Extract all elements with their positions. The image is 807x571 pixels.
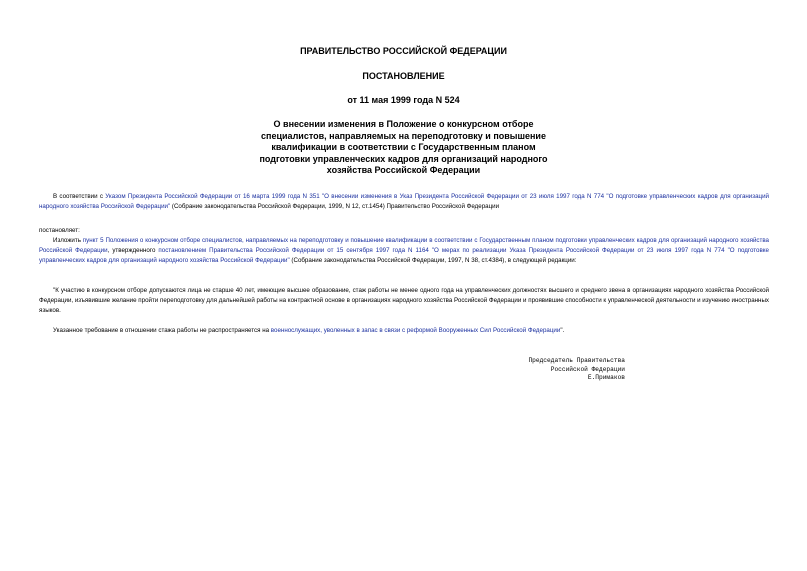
title-line: квалификации в соответствии с Государственным планом xyxy=(271,142,536,152)
title-line: О внесении изменения в Положение о конкурсном отборе xyxy=(273,119,534,129)
amendment-paragraph: Изложить пункт 5 Положения о конкурсном отборе специалистов, направляемых на переподготовку и повышение квалификации в соответствии с Государственным планом подготовки управленческих кадров для организаций народного хозяйства Российской Федерации, утвержденного постановлением Правительства Российской Федерации от 15 сентября 1997 года N 1164 "О мерах по реализации Указа Президента Российской Федерации от 23 июля 1997 года N 774 "О подготовке управленческих кадров для организаций народного хозяйства Российской Федерации" (Собрание законодательства Российской Федерации, 1997, N 38, ст.4384), в следующей редакции: xyxy=(39,237,770,264)
document-type: ПОСТАНОВЛЕНИЕ xyxy=(362,71,445,81)
title-line: подготовки управленческих кадров для организаций народного xyxy=(259,153,548,164)
signature-position: Председатель Правительства xyxy=(528,357,625,364)
signature-organization: Российской Федерации xyxy=(550,365,625,373)
title-line: специалистов, направляемых на переподготовку и повышение xyxy=(261,130,546,141)
resolution-link[interactable]: постановлением Правительства Российской Федерации от 15 сентября 1997 года N 1164 "О мерах по реализации Указа Президента Российской Федерации от 23 июля 1997 года N 774 "О подготовке управленческих кадров для организаций народного хозяйства Российской Федерации" xyxy=(39,247,770,264)
decree-link[interactable]: Указом Президента Российской Федерации от 16 марта 1999 года N 351 "О внесении изменения в Указ Президента Российской Федерации от 23 июля 1997 года N 774 "О подготовке управленческих кадров для организаций народного хозяйства Российской Федерации" xyxy=(39,193,769,210)
signature-name: Е.Примаков xyxy=(587,374,625,381)
servicemen-link[interactable]: военнослужащих, уволенных в запас в связи с реформой Вооруженных Сил Российской Федерации xyxy=(270,327,561,334)
government-heading: ПРАВИТЕЛЬСТВО РОССИЙСКОЙ ФЕДЕРАЦИИ xyxy=(300,46,507,56)
resolves-word: постановляет: xyxy=(39,227,80,234)
exception-paragraph: Указанное требование в отношении стажа работы не распространяется на военнослужащих, уволенных в запас в связи с реформой Вооруженных Сил Российской Федерации". xyxy=(53,327,565,334)
new-wording-paragraph: "К участию в конкурсном отборе допускаются лица не старше 40 лет, имеющие высшее образование, стаж работы не менее одного года на управленческих должностях высшего и среднего звена в организациях народного хозяйства Российской Федерации, изъявившие желание пройти переподготовку для дальнейшей работы на контрактной основе в организациях народного хозяйства Российской Федерации и проявившие способности к управленческой деятельности и изучению иностранных языков. xyxy=(39,287,770,314)
document-date-number: от 11 мая 1999 года N 524 xyxy=(347,95,460,105)
signature-block xyxy=(528,357,625,383)
preamble-paragraph: В соответствии с Указом Президента Российской Федерации от 16 марта 1999 года N 351 "О внесении изменения в Указ Президента Российской Федерации от 23 июля 1997 года N 774 "О подготовке управленческих кадров для организаций народного хозяйства Российской Федерации" (Собрание законодательства Российской Федерации, 1999, N 12, ст.1454) Правительство Российской Федерации xyxy=(39,193,769,210)
regulation-point-link[interactable]: пункт 5 Положения о конкурсном отборе специалистов, направляемых на переподготовку и повышение квалификации в соответствии с Государственным планом подготовки управленческих кадров для организаций народного хозяйства Российской Федерации xyxy=(39,237,769,254)
title-line: хозяйства Российской Федерации xyxy=(326,165,481,175)
document-title xyxy=(230,119,577,177)
